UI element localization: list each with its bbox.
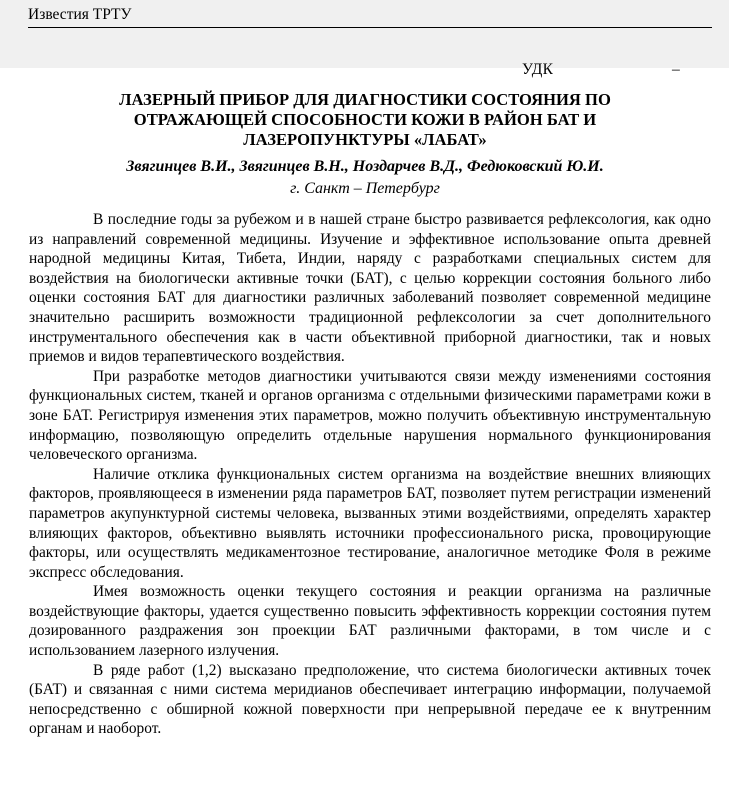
article-body [29,210,711,739]
article-title: ЛАЗЕРНЫЙ ПРИБОР ДЛЯ ДИАГНОСТИКИ СОСТОЯНИЯ ПО ОТРАЖАЮЩЕЙ СПОСОБНОСТИ КОЖИ В РАЙОН БАТ И ЛАЗЕРОПУНКТУРЫ «ЛАБАТ» [119,90,611,149]
article-authors: Звягинцев В.И., Звягинцев В.Н., Ноздарчев В.Д., Федюковский Ю.И. [126,158,604,175]
body-paragraph: При разработке методов диагностики учитываются связи между изменениями состояния функциональных систем, тканей и органов организма с отдельными физическими параметрами кожи в зоне БАТ. Регистрируя изменения этих параметров, можно получить объективную инструментальную информацию, позволяющую определить отдельные нарушения нормального функционирования человеческого организма. [29,367,711,464]
udk-label: УДК [522,61,554,78]
body-paragraph: Наличие отклика функциональных систем организма на воздействие внешних влияющих факторов, проявляющееся в изменении ряда параметров БАТ, позволяет путем регистрации изменений параметров акупунктурной системы человека, вызванных этими воздействиями, определять характер влияющих факторов, объективно выявлять источники профессионального риска, провоцирующие факторы, или осуществлять медикаментозное тестирование, аналогичное методике Фоля в режиме экспресс обследования. [29,465,711,581]
body-paragraph: В последние годы за рубежом и в нашей стране быстро развивается рефлексология, как одно из направлений современной медицины. Изучение и эффективное использование опыта древней народной медицины Китая, Тибета, Индии, наряду с разработками специальных систем для воздействия на биологически активные точки (БАТ), с целью коррекции состояния больного либо оценки состояния БАТ для диагностики различных заболеваний позволяет современной медицине значительно расширить возможности традиционной рефлексологии за счет дополнительного инструментального обеспечения как в части объективной приборной диагностики, так и новых приемов и видов терапевтического воздействия. [29,211,711,366]
header-divider [28,27,712,28]
article-city: г. Санкт – Петербург [290,180,440,197]
body-paragraph: В ряде работ (1,2) высказано предположение, что система биологически активных точек (БАТ) и связанная с ними система меридианов обеспечивает интеграцию информации, получаемой непосредственно с обширной кожной поверхности при непрерывной передаче ее к внутренним органам и наоборот. [29,661,711,738]
body-paragraph: Имея возможность оценки текущего состояния и реакции организма на различные воздействующие факторы, удается существенно повысить эффективность коррекции состояния путем дозированного раздражения зон проекции БАТ различными факторами, в том числе и с использованием лазерного излучения. [29,583,711,660]
journal-name: Известия ТРТУ [28,6,132,23]
udk-dash: – [672,61,680,78]
